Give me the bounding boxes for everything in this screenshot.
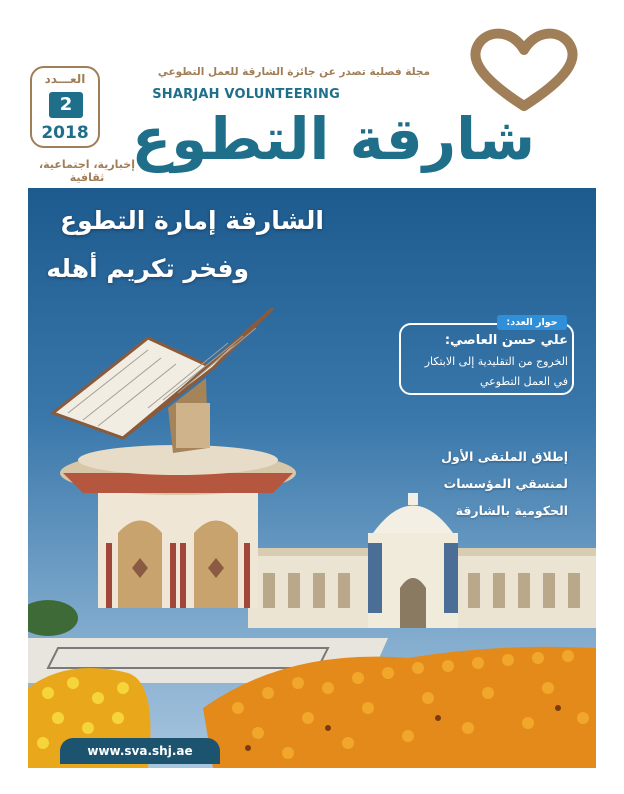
cover-headline-line2: وفخر تكريم أهله xyxy=(46,254,249,283)
launch-line2: لمنسقي المؤسسات xyxy=(443,476,568,491)
interview-line1: الخروج من التقليدية إلى الابتكار xyxy=(424,355,568,368)
categories-text: إخبارية، اجتماعية، ثقافية xyxy=(38,158,135,184)
masthead-arabic-title: شارقة التطوع xyxy=(131,105,535,173)
masthead-subtitle: مجلة فصلية تصدر عن جائزة الشارقة للعمل التطوعي xyxy=(157,66,430,78)
heart-logo-icon xyxy=(462,24,587,114)
launch-line1: إطلاق الملتقى الأول xyxy=(441,449,568,464)
website-url[interactable]: www.sva.shj.ae xyxy=(60,738,220,764)
issue-number: 2 xyxy=(49,92,83,118)
cover-headline-line1: الشارقة إمارة التطوع xyxy=(60,206,324,235)
issue-year: 2018 xyxy=(41,123,89,143)
interview-name: علي حسن العاصي: xyxy=(444,333,568,348)
launch-line3: الحكومية بالشارقة xyxy=(455,503,568,518)
interview-line2: في العمل التطوعي xyxy=(480,375,568,388)
interview-tag: حوار العدد: xyxy=(497,315,567,330)
masthead-english-title: SHARJAH VOLUNTEERING xyxy=(152,87,340,102)
issue-box xyxy=(30,66,100,148)
issue-label: العـــدد xyxy=(44,72,86,86)
